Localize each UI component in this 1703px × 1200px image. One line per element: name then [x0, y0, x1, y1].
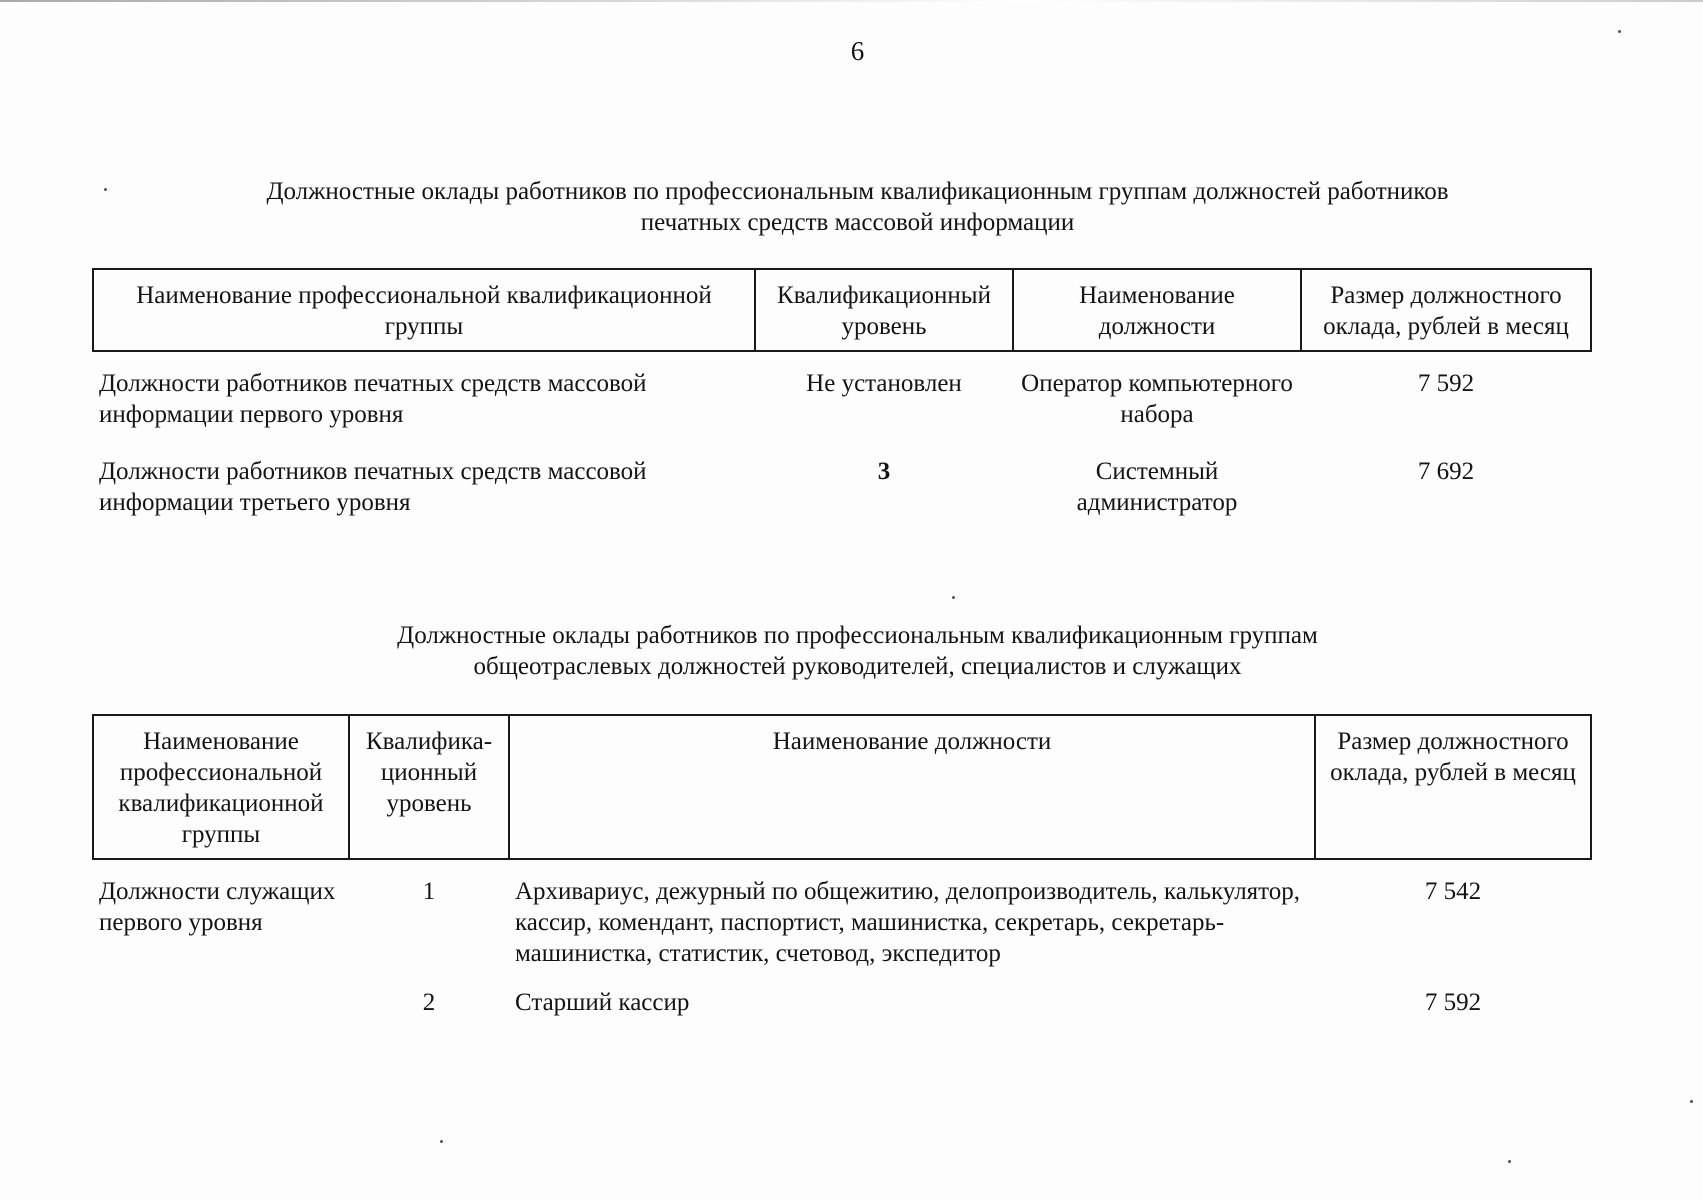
cell-level: 1: [422, 878, 436, 905]
scan-speck: [952, 596, 955, 599]
scan-speck: [440, 1140, 443, 1143]
cell-position: Системный администратор: [1076, 458, 1238, 516]
section-title-press-media: [0, 176, 1703, 238]
table-header-row: [93, 269, 1591, 351]
cell-position: Оператор компьютерного набора: [1021, 370, 1293, 428]
table-header-row: [93, 715, 1591, 859]
header-position: Наименование должности: [1013, 269, 1301, 351]
cell-position: Архивариус, дежурный по общежитию, делопроизводитель, калькулятор, кассир, комендант, паспортист, машинистка, секретарь, секретарь-машинистка, статистик, счетовод, экспедитор: [515, 878, 1301, 967]
section-title-line: общеотраслевых должностей руководителей, специалистов и служащих: [473, 653, 1242, 680]
cell-position: Старший кассир: [515, 989, 690, 1016]
section-title-line: печатных средств массовой информации: [640, 209, 1075, 236]
salary-table-general-positions: [92, 714, 1592, 1018]
scan-edge-artifact: [0, 0, 1703, 2]
cell-group: Должности работников печатных средств массовой информации третьего уровня: [99, 458, 647, 516]
page-number: 6: [850, 36, 865, 66]
section-title-line: Должностные оклады работников по профессиональным квалификационным группам: [397, 622, 1318, 649]
header-level: Квалифика-ционный уровень: [349, 715, 509, 859]
scan-speck: [1690, 1100, 1693, 1103]
table-row: [93, 859, 1591, 987]
section-title-general-positions: [0, 620, 1703, 682]
section-title-line: Должностные оклады работников по профессиональным квалификационным группам должностей работников: [266, 178, 1449, 205]
cell-level: Не установлен: [806, 370, 962, 397]
cell-salary: 7 542: [1424, 878, 1482, 905]
header-level: Квалификационный уровень: [755, 269, 1013, 351]
cell-salary: 7 692: [1417, 458, 1475, 485]
header-salary: Размер должностного оклада, рублей в месяц: [1301, 269, 1591, 351]
header-salary: Размер должностного оклада, рублей в месяц: [1315, 715, 1591, 859]
header-group: Наименование профессиональной квалификационной группы: [93, 715, 349, 859]
cell-salary: 7 592: [1424, 989, 1482, 1016]
scan-speck: [104, 188, 107, 191]
scan-speck: [1508, 1160, 1511, 1163]
header-position: Наименование должности: [509, 715, 1315, 859]
table-row: [93, 351, 1591, 456]
scan-speck: [1618, 30, 1621, 33]
cell-level: 3: [877, 458, 891, 485]
cell-group: [93, 987, 349, 1018]
cell-group: Должности служащих первого уровня: [99, 878, 336, 936]
salary-table-press-media: [92, 268, 1592, 544]
table-row: [93, 987, 1591, 1018]
table-row: [93, 456, 1591, 544]
cell-group: Должности работников печатных средств массовой информации первого уровня: [99, 370, 647, 428]
header-group: Наименование профессиональной квалификационной группы: [93, 269, 755, 351]
cell-salary: 7 592: [1417, 370, 1475, 397]
cell-level: 2: [422, 989, 436, 1016]
